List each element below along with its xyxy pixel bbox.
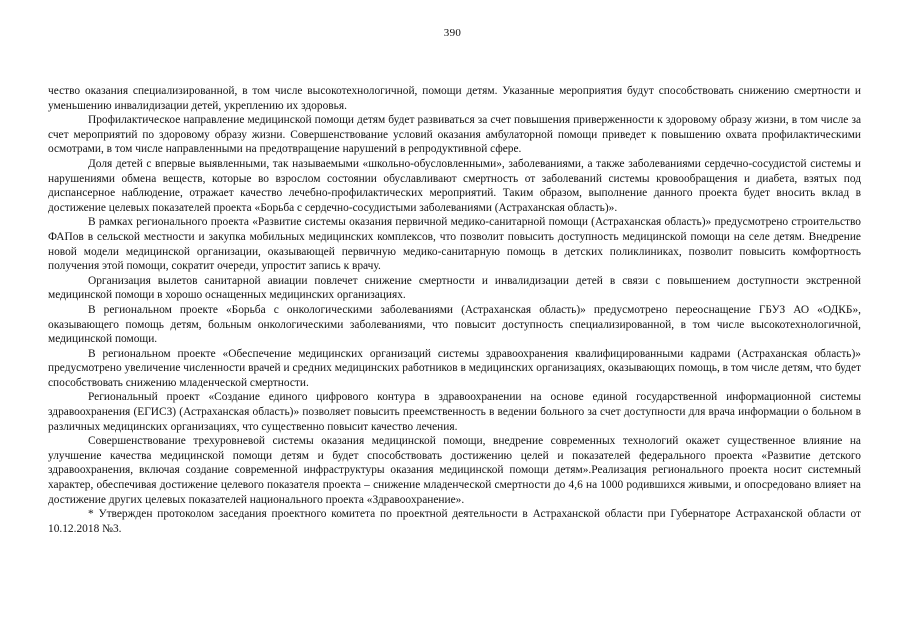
body-text xyxy=(48,84,861,536)
paragraph-5: Организация вылетов санитарной авиации повлечет снижение смертности и инвалидизации детей в связи с повышением доступности экстренной медицинской помощи в хорошо оснащенных медицинских организациях. xyxy=(48,274,861,302)
paragraph-4: В рамках регионального проекта «Развитие системы оказания первичной медико-санитарной помощи (Астраханская область)» предусмотрено строительство ФАПов в сельской местности и закупка мобильных медицинских комплексов, что позволит повысить доступность медицинской помощи на селе детям. Внедрение новой модели медицинской организации, оказывающей первичную медико-санитарную помощь в детских поликлиниках, позволит повысить комфортность получения этой помощи, сократит очереди, упростит запись к врачу. xyxy=(48,216,861,273)
page-number: 390 xyxy=(443,27,462,39)
paragraph-1: чество оказания специализированной, в том числе высокотехнологичной, помощи детям. Указанные мероприятия будут способствовать снижению смертности и уменьшению инвалидизации детей, укреплению их здоровья. xyxy=(48,85,861,112)
paragraph-6: В региональном проекте «Борьба с онкологическими заболеваниями (Астраханская область)» предусмотрено переоснащение ГБУЗ АО «ОДКБ», оказывающего помощь детям, больным онкологическими заболеваниями, что повысит доступность специализированной, в том числе высокотехнологичной, медицинской помощи. xyxy=(48,303,861,346)
paragraph-9: Совершенствование трехуровневой системы оказания медицинской помощи, внедрение современных технологий окажет существенное влияние на улучшение качества медицинской помощи детям и будет способствовать достижению целей и показателей федерального проекта «Развитие детского здравоохранения, включая создание современной инфраструктуры оказания медицинской помощи детям».Реализация регионального проекта носит системный характер, обеспечивая достижение целевого показателя проекта – снижение младенческой смертности до 4,6 на 1000 родившихся живыми, и опосредовано влияет на достижение других целевых показателей национального проекта «Здравоохранение». xyxy=(48,435,861,506)
paragraph-8: Региональный проект «Создание единого цифрового контура в здравоохранении на основе единой государственной информационной системы здравоохранения (ЕГИСЗ) (Астраханская область)» позволяет повысить преемственность в ведении больного за счет доступности для врача информации о больном в различных медицинских организациях, что существенно повысит качество лечения. xyxy=(48,391,861,433)
paragraph-7: В региональном проекте «Обеспечение медицинских организаций системы здравоохранения квалифицированными кадрами (Астраханская область)» предусмотрено увеличение численности врачей и средних медицинских работников в медицинских организациях, оказывающих помощь, в том числе детям, что будет способствовать снижению младенческой смертности. xyxy=(48,347,861,389)
footnote: * Утвержден протоколом заседания проектного комитета по проектной деятельности в Астраханской области при Губернаторе Астраханской области от 10.12.2018 №3. xyxy=(48,508,861,535)
paragraph-2: Профилактическое направление медицинской помощи детям будет развиваться за счет повышения приверженности к здоровому образу жизни, в том числе за счет мероприятий по здоровому образу жизни. Совершенствование условий оказания амбулаторной помощи приведет к повышению охвата профилактическими осмотрами, в том числе направленными на предотвращение нарушений в репродуктивной сфере. xyxy=(48,114,861,156)
paragraph-3: Доля детей с впервые выявленными, так называемыми «школьно-обусловленными», заболеваниями, а также заболеваниями сердечно-сосудистой системы и нарушениями обмена веществ, которые во взрослом состоянии обуславливают смертность от заболеваний системы кровообращения и диабета, взятых под диспансерное наблюдение, отражает качество лечебно-профилактических мероприятий. Таким образом, выполнение данного проекта будет вносить вклад в достижение целевых показателей проекта «Борьба с сердечно-сосудистыми заболеваниями (Астраханская область)». xyxy=(48,157,861,214)
